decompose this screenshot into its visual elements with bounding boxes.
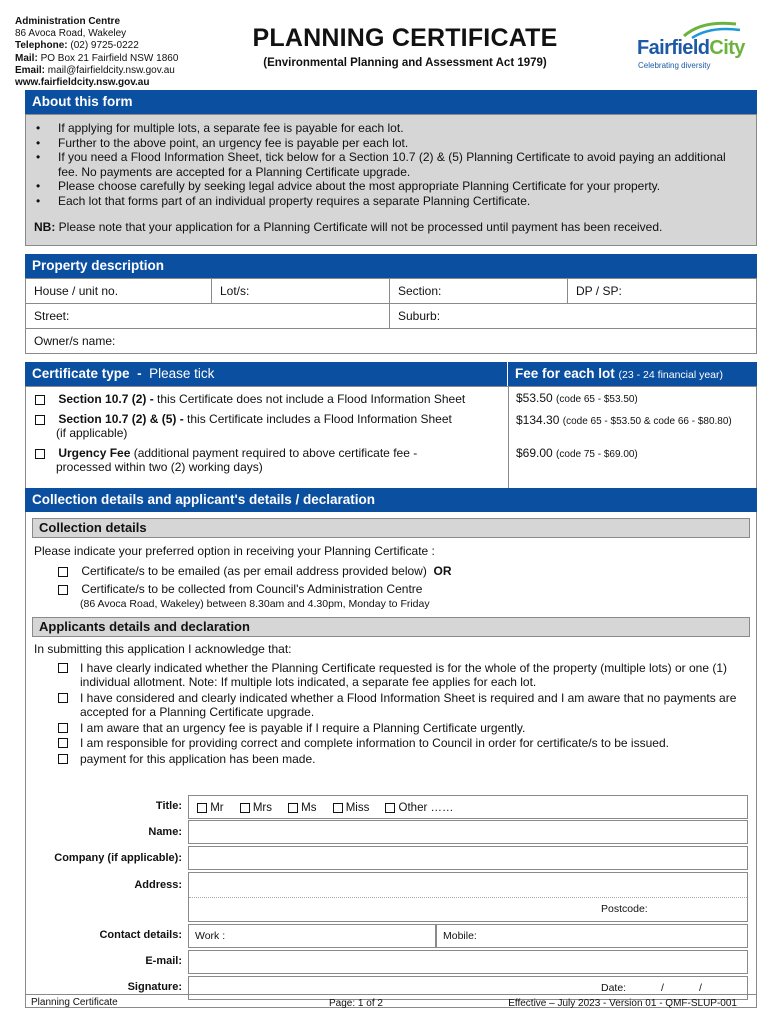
email-label: Email:	[15, 64, 46, 76]
ack-text: In submitting this application I acknowledge that:	[34, 642, 292, 656]
name-input[interactable]	[188, 820, 748, 844]
work-phone-input[interactable]	[188, 924, 436, 948]
title-field	[188, 795, 748, 819]
property-table	[25, 278, 757, 354]
declaration-5[interactable]: payment for this application has been made.	[58, 752, 748, 766]
declaration-3[interactable]: I am aware that an urgency fee is payable if I require a Planning Certificate urgently.	[58, 721, 748, 735]
address-block	[15, 16, 178, 89]
property-section	[25, 254, 757, 354]
collection-body	[25, 512, 757, 1008]
option-collected[interactable]: Certificate/s to be collected from Council's Administration Centre (86 Avoca Road, Wakeley) between 8.30am and 4.30pm, Monday to Friday	[58, 582, 430, 611]
checkbox[interactable]	[35, 449, 45, 459]
checkbox[interactable]	[58, 738, 68, 748]
about-bullets	[26, 115, 756, 208]
checkbox[interactable]	[35, 415, 45, 425]
contact-label: Contact details:	[99, 929, 182, 941]
mobile-label: Mobile:	[443, 930, 477, 942]
lots-field[interactable]: Lot/s:	[212, 279, 390, 304]
street-field[interactable]: Street:	[26, 304, 390, 329]
certificate-section	[25, 362, 757, 504]
email-input[interactable]	[188, 950, 748, 974]
about-heading: About this form	[25, 90, 757, 114]
page-title: PLANNING CERTIFICATE	[252, 24, 558, 52]
footer-left: Planning Certificate	[31, 997, 118, 1008]
web-link[interactable]: www.fairfieldcity.nsw.gov.au	[15, 77, 150, 89]
declaration-4[interactable]: I am responsible for providing correct and complete information to Council in order for certificate/s to be issued.	[58, 736, 748, 750]
checkbox[interactable]	[58, 723, 68, 733]
company-label: Company (if applicable):	[54, 852, 182, 864]
title-block	[230, 24, 580, 69]
mail-label: Mail:	[15, 52, 38, 64]
certificate-options	[25, 386, 757, 504]
tel-value: (02) 9725-0222	[70, 40, 139, 52]
dp-field[interactable]: DP / SP:	[568, 279, 757, 304]
checkbox[interactable]	[58, 693, 68, 703]
email-value: mail@fairfieldcity.nsw.gov.au	[47, 64, 175, 76]
about-section	[25, 90, 757, 246]
option-section-10-7-2-5[interactable]: Section 10.7 (2) & (5) - this Certificate includes a Flood Information Sheet (if applicable)	[35, 412, 452, 440]
nb-note: NB: Please note that your application for a Planning Certificate will not be processed until payment has been received.	[34, 220, 663, 234]
about-body	[25, 114, 757, 246]
suburb-field[interactable]: Suburb:	[390, 304, 757, 329]
declaration-1[interactable]: I have clearly indicated whether the Planning Certificate requested is for the whole of the property (multiple lots) or one (1) individual allotment. Note: If multiple lots indicated, a separate fee applies for each lot.	[58, 661, 748, 689]
checkbox[interactable]	[58, 663, 68, 673]
title-mr[interactable]: Mr	[197, 802, 224, 814]
fairfield-logo	[632, 18, 752, 74]
footer	[25, 994, 757, 1009]
owner-field[interactable]: Owner/s name:	[26, 329, 757, 354]
title-miss[interactable]: Miss	[333, 802, 370, 814]
title-label: Title:	[155, 800, 182, 812]
option-urgency-fee[interactable]: Urgency Fee (additional payment required to above certificate fee - processed within two (2) working days)	[35, 446, 417, 474]
address-input[interactable]	[188, 872, 748, 922]
fee-3: $69.00 (code 75 - $69.00)	[516, 446, 638, 460]
property-heading: Property description	[25, 254, 757, 278]
option-emailed[interactable]: Certificate/s to be emailed (as per email address provided below) OR	[58, 564, 452, 578]
company-input[interactable]	[188, 846, 748, 870]
address-label: Address:	[134, 879, 182, 891]
fee-heading: Fee for each lot (23 - 24 financial year)	[507, 362, 757, 386]
checkbox[interactable]	[58, 567, 68, 577]
logo-wordmark: FairfieldCity	[637, 37, 745, 59]
mail-value: PO Box 21 Fairfield NSW 1860	[40, 52, 179, 64]
addr-title: Administration Centre	[15, 16, 121, 27]
title-mrs[interactable]: Mrs	[240, 802, 272, 814]
list-item: • If applying for multiple lots, a separate fee is payable for each lot.	[34, 121, 748, 136]
declaration-2[interactable]: I have considered and clearly indicated whether a Flood Information Sheet is required and I am aware that no payments are accepted for a Planning Certificate upgrade.	[58, 691, 748, 719]
checkbox[interactable]	[58, 585, 68, 595]
collection-intro: Please indicate your preferred option in receiving your Planning Certificate :	[34, 544, 435, 558]
title-options	[189, 796, 747, 815]
collection-heading: Collection details and applicant's details / declaration	[25, 488, 757, 512]
collection-subheading: Collection details	[32, 518, 750, 538]
date-slash-2: /	[699, 982, 702, 994]
logo-tagline: Celebrating diversity	[638, 61, 711, 70]
name-label: Name:	[148, 826, 182, 838]
list-item: • Further to the above point, an urgency fee is payable per each lot.	[34, 136, 748, 151]
mobile-input[interactable]	[436, 924, 748, 948]
work-label: Work :	[195, 930, 226, 942]
collection-section	[25, 488, 757, 1008]
title-ms[interactable]: Ms	[288, 802, 317, 814]
certificate-heading: Certificate type - Please tick	[25, 362, 507, 386]
date-slash-1: /	[661, 982, 664, 994]
footer-page: Page: 1 of 2	[329, 998, 383, 1009]
fee-1: $53.50 (code 65 - $53.50)	[516, 391, 638, 405]
signature-label: Signature:	[127, 981, 182, 993]
list-item: • Please choose carefully by seeking legal advice about the most appropriate Planning Certificate for your property.	[34, 179, 748, 194]
checkbox[interactable]	[58, 754, 68, 764]
list-item: • If you need a Flood Information Sheet, tick below for a Section 10.7 (2) & (5) Planning Certificate to avoid paying an additional fee. No payments are accepted for a Planning Certificate upgrade.	[34, 150, 748, 179]
page-subtitle: (Environmental Planning and Assessment Act 1979)	[263, 57, 547, 69]
fee-2: $134.30 (code 65 - $53.50 & code 66 - $80.80)	[516, 413, 732, 427]
date-label: Date:	[601, 982, 627, 994]
list-item: • Each lot that forms part of an individual property requires a separate Planning Certificate.	[34, 194, 748, 209]
postcode-label: Postcode:	[601, 903, 648, 915]
title-other[interactable]: Other ……	[385, 802, 453, 814]
house-field[interactable]: House / unit no.	[26, 279, 212, 304]
addr-street: 86 Avoca Road, Wakeley	[15, 28, 127, 40]
option-section-10-7-2[interactable]: Section 10.7 (2) - this Certificate does not include a Flood Information Sheet	[35, 392, 465, 406]
tel-label: Telephone:	[15, 40, 68, 52]
checkbox[interactable]	[35, 395, 45, 405]
applicants-subheading: Applicants details and declaration	[32, 617, 750, 637]
footer-version: Effective – July 2023 - Version 01 - QMF-SLUP-001	[508, 998, 737, 1009]
section-field[interactable]: Section:	[390, 279, 568, 304]
email-label: E-mail:	[145, 955, 182, 967]
